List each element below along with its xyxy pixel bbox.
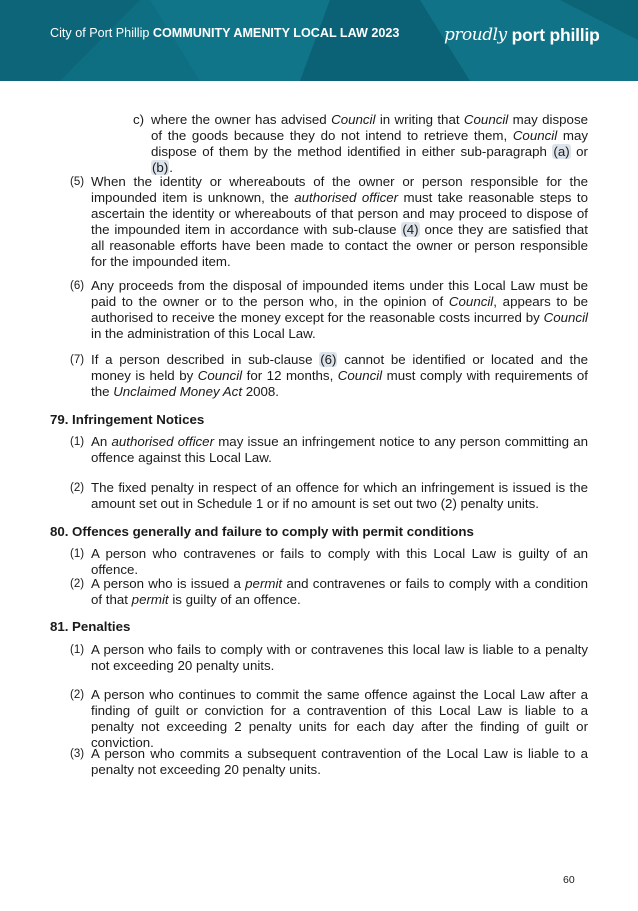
defined-term: Council bbox=[197, 368, 243, 383]
clause-number: (1) bbox=[70, 436, 85, 448]
clause-text bbox=[91, 352, 588, 400]
local-law-title: COMMUNITY AMENITY LOCAL LAW 2023 bbox=[152, 26, 400, 40]
clause-item bbox=[70, 174, 588, 270]
clause-item bbox=[70, 480, 588, 512]
defined-term: authorised officer bbox=[294, 190, 399, 205]
cross-reference-link[interactable]: (b) bbox=[152, 160, 169, 175]
text-run: The fixed penalty in respect of an offence for which an infringement is issued is the amount set out in Schedule 1 or if no amount is set out two (2) penalty units. bbox=[91, 480, 588, 511]
clause-item bbox=[133, 112, 588, 176]
clause-text bbox=[91, 642, 588, 674]
text-run: in the administration of this Local Law. bbox=[91, 326, 316, 341]
clause-text bbox=[91, 174, 588, 270]
section-title: Offences generally and failure to comply with permit conditions bbox=[72, 524, 474, 539]
section-title: Penalties bbox=[72, 619, 131, 634]
clause-item bbox=[70, 434, 589, 466]
text-run: A person who fails to comply with or contravenes this local law is liable to a penalty not exceeding 20 penalty units. bbox=[91, 642, 588, 673]
text-run: An bbox=[91, 434, 112, 449]
cross-reference-link[interactable]: (4) bbox=[402, 222, 419, 237]
logo-wordmark: port phillip bbox=[511, 24, 600, 45]
text-run: A person who is issued a bbox=[91, 576, 246, 591]
defined-term: authorised officer bbox=[111, 434, 215, 449]
clause-text bbox=[91, 687, 588, 751]
logo-script-text: proudly bbox=[444, 25, 507, 45]
text-run: once they are satisfied that all reasonable efforts have been made to contact the owner or person responsible for the impounded item. bbox=[91, 222, 588, 269]
clause-text bbox=[91, 576, 588, 608]
text-run: must comply with requirements of the bbox=[91, 368, 588, 399]
text-run: or bbox=[570, 144, 588, 159]
clause-number: c) bbox=[133, 112, 145, 127]
text-run: must take reasonable steps to ascertain the identity or whereabouts of that person and may proceed to dispose of the impounded item in accordance with sub-clause bbox=[91, 190, 588, 237]
text-run: . bbox=[169, 160, 173, 175]
clause-text bbox=[91, 278, 588, 342]
text-run: may dispose of the goods because they do not intend to retrieve them, bbox=[151, 112, 588, 143]
clause-item bbox=[70, 576, 588, 608]
section-title: Infringement Notices bbox=[72, 412, 205, 427]
text-run: cannot be identified or located and the money is held by bbox=[91, 352, 588, 383]
clause-number: (7) bbox=[70, 354, 85, 366]
text-run: and contravenes or fails to comply with a condition of that bbox=[91, 576, 588, 607]
clause-number: (3) bbox=[70, 748, 85, 760]
clause-number: (1) bbox=[70, 644, 85, 656]
section-number: 79. bbox=[50, 412, 69, 427]
defined-term: Unclaimed Money Act bbox=[113, 384, 243, 399]
org-name: City of Port Phillip bbox=[50, 26, 150, 40]
section-number: 81. bbox=[50, 619, 69, 634]
clause-text bbox=[91, 746, 588, 778]
defined-term: Council bbox=[337, 368, 383, 383]
text-run: may issue an infringement notice to any person committing an offence against this Local Law. bbox=[91, 434, 589, 465]
section-heading bbox=[50, 524, 474, 540]
defined-term: Council bbox=[512, 128, 558, 143]
cross-reference-link[interactable]: (6) bbox=[320, 352, 337, 367]
clause-number: (2) bbox=[70, 482, 85, 494]
text-run: in writing that bbox=[375, 112, 464, 127]
text-run: for 12 months, bbox=[242, 368, 338, 383]
defined-term: permit bbox=[131, 592, 169, 607]
clause-text bbox=[91, 546, 588, 578]
clause-item bbox=[70, 642, 588, 674]
page-number: 60 bbox=[563, 874, 575, 886]
cross-reference-link[interactable]: (a) bbox=[553, 144, 570, 159]
defined-term: Council bbox=[463, 112, 509, 127]
clause-number: (2) bbox=[70, 578, 85, 590]
clause-text bbox=[91, 480, 588, 512]
clause-item bbox=[70, 278, 588, 342]
section-heading bbox=[50, 619, 130, 635]
text-run: If a person described in sub-clause bbox=[91, 352, 320, 367]
clause-number: (5) bbox=[70, 176, 85, 188]
section-number: 80. bbox=[50, 524, 69, 539]
defined-term: Council bbox=[543, 310, 588, 325]
defined-term: Council bbox=[331, 112, 376, 127]
clause-item bbox=[70, 352, 588, 400]
text-run: , appears to be authorised to receive the money except for the reasonable costs incurred by bbox=[91, 294, 588, 325]
text-run: may dispose of them by the method identified in either sub-paragraph bbox=[151, 128, 588, 159]
text-run: where the owner has advised bbox=[151, 112, 332, 127]
text-run: Any proceeds from the disposal of impounded items under this Local Law must be paid to the owner or to the person who, in the opinion of bbox=[91, 278, 588, 309]
text-run: A person who continues to commit the same offence against the Local Law after a finding of guilt or conviction for a contravention of this Local Law is liable to a penalty not exceeding 2 penalty units for each day after the finding of guilt or conviction. bbox=[91, 687, 588, 750]
clause-number: (1) bbox=[70, 548, 85, 560]
clause-item bbox=[70, 746, 588, 778]
defined-term: permit bbox=[245, 576, 283, 591]
text-run: is guilty of an offence. bbox=[168, 592, 301, 607]
clause-text bbox=[91, 434, 588, 466]
text-run: 2008. bbox=[242, 384, 280, 399]
text-run: When the identity or whereabouts of the owner or person responsible for the impounded item is unknown, the bbox=[91, 174, 588, 205]
clause-item bbox=[70, 687, 588, 751]
clause-text bbox=[151, 112, 588, 176]
clause-number: (2) bbox=[70, 689, 85, 701]
defined-term: Council bbox=[448, 294, 494, 309]
text-run: A person who commits a subsequent contravention of the Local Law is liable to a penalty not exceeding 20 penalty units. bbox=[91, 746, 588, 777]
clause-item bbox=[70, 546, 588, 578]
clause-number: (6) bbox=[70, 280, 85, 292]
text-run: A person who contravenes or fails to comply with this Local Law is guilty of an offence. bbox=[91, 546, 588, 577]
section-heading bbox=[50, 412, 204, 428]
